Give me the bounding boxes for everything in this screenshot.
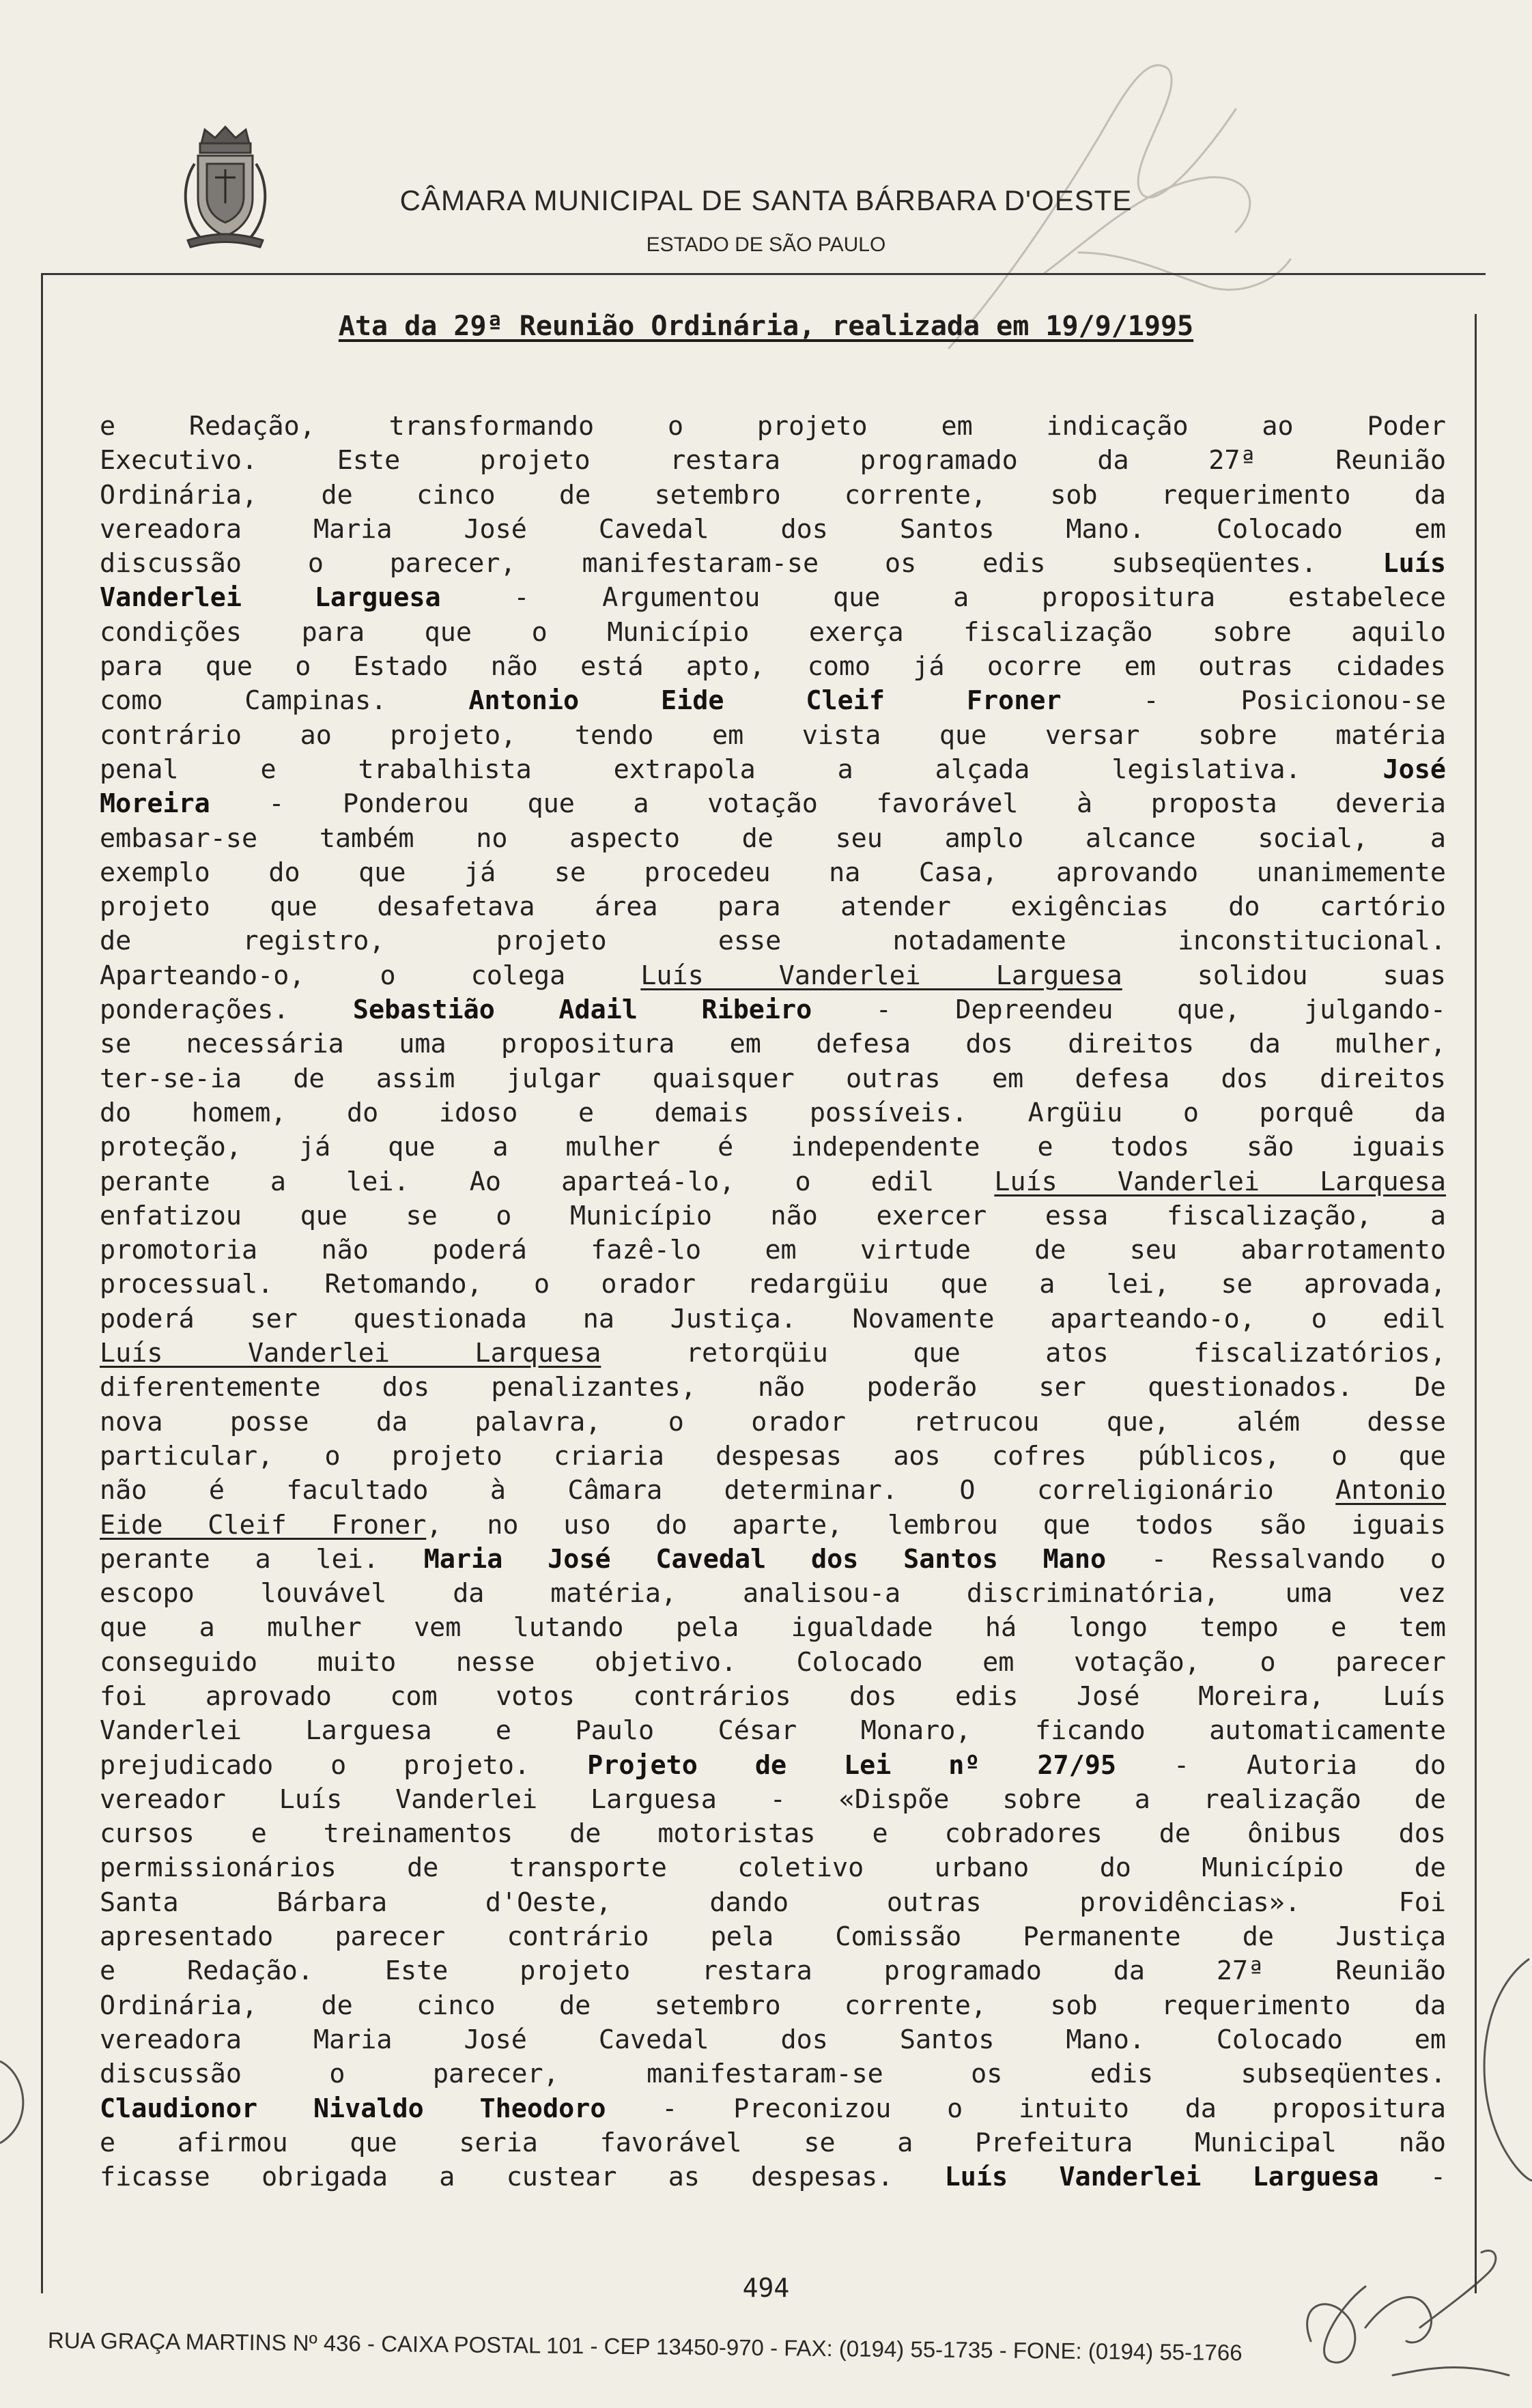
text-run: condições para que o Município exerça fiscalização sobre aquilo bbox=[100, 616, 1446, 648]
text-run: Ordinária, de cinco de setembro corrente, sob requerimento da bbox=[100, 1990, 1446, 2021]
text-run: promotoria não poderá fazê-lo em virtude de seu abarrotamento bbox=[100, 1235, 1446, 1266]
text-line bbox=[100, 2160, 1446, 2194]
text-line bbox=[100, 1886, 1446, 1920]
text-run: discussão o parecer, manifestaram-se os edis subseqüentes. bbox=[100, 2059, 1446, 2090]
institution-name: CÂMARA MUNICIPAL DE SANTA BÁRBARA D'OESTE bbox=[399, 184, 1133, 216]
text-line bbox=[100, 2092, 1446, 2126]
text-line bbox=[100, 1371, 1446, 1405]
state-name: ESTADO DE SÃO PAULO bbox=[646, 233, 886, 256]
underlined-name-run: Antonio bbox=[1335, 1475, 1446, 1506]
text-run: penal e trabalhista extrapola a alçada legislativa. bbox=[100, 754, 1383, 785]
text-run: - Autoria do bbox=[1116, 1749, 1446, 1781]
text-run: - Preconizou o intuito da propositura bbox=[606, 2093, 1446, 2124]
text-run: conseguido muito nesse objetivo. Colocado em votação, o parecer bbox=[100, 1646, 1446, 1678]
right-margin-line bbox=[1475, 314, 1477, 2293]
text-run: enfatizou que se o Município não exercer essa fiscalização, a bbox=[100, 1200, 1446, 1231]
text-run: ter-se-ia de assim julgar quaisquer outras em defesa dos direitos bbox=[100, 1063, 1446, 1094]
text-line bbox=[100, 1749, 1446, 1783]
text-run: vereadora Maria José Cavedal dos Santos Mano. Colocado em bbox=[100, 2024, 1446, 2055]
text-line bbox=[100, 1817, 1446, 1851]
text-line bbox=[100, 444, 1446, 478]
text-run: - Ressalvando o bbox=[1106, 1543, 1446, 1575]
underlined-name-run: Luís Vanderlei Larquesa bbox=[100, 1338, 601, 1369]
bold-name-run: Antonio Eide Cleif Froner bbox=[468, 685, 1062, 717]
text-line bbox=[100, 1851, 1446, 1885]
text-run: proteção, já que a mulher é independente e todos são iguais bbox=[100, 1132, 1446, 1163]
text-line bbox=[100, 856, 1446, 890]
text-run: de registro, projeto esse notadamente inconstitucional. bbox=[100, 926, 1446, 957]
text-run: particular, o projeto criaria despesas aos cofres públicos, o que bbox=[100, 1440, 1446, 1472]
text-line bbox=[100, 1130, 1446, 1164]
text-run: projeto que desafetava área para atender exigências do cartório bbox=[100, 891, 1446, 923]
text-line bbox=[100, 1989, 1446, 2023]
text-run: que a mulher vem lutando pela igualdade há longo tempo e tem bbox=[100, 1612, 1446, 1644]
bold-name-run: Luís bbox=[1382, 548, 1446, 579]
text-run: - Argumentou que a propositura estabelece bbox=[440, 582, 1446, 614]
text-line bbox=[100, 719, 1446, 753]
bold-name-run: José bbox=[1382, 754, 1446, 785]
bold-name-run: Luís Vanderlei Larguesa bbox=[944, 2162, 1379, 2193]
text-line bbox=[100, 2057, 1446, 2091]
text-line bbox=[100, 1954, 1446, 1988]
text-line bbox=[100, 1646, 1446, 1680]
text-run: perante a lei. bbox=[100, 1543, 424, 1575]
text-run: se necessária uma propositura em defesa dos direitos da mulher, bbox=[100, 1029, 1446, 1060]
bold-name-run: Projeto de Lei nº 27/95 bbox=[587, 1749, 1117, 1781]
text-line bbox=[100, 787, 1446, 821]
text-line bbox=[100, 1508, 1446, 1543]
text-line bbox=[100, 959, 1446, 993]
underlined-name-run: Eide Cleif Froner bbox=[100, 1509, 427, 1540]
text-line bbox=[100, 581, 1446, 615]
text-line bbox=[100, 822, 1446, 856]
text-run: Aparteando-o, o colega bbox=[100, 960, 641, 991]
text-line bbox=[100, 650, 1446, 684]
text-line bbox=[100, 1233, 1446, 1267]
text-line bbox=[100, 2023, 1446, 2057]
bold-name-run: Sebastião Adail Ribeiro bbox=[352, 994, 812, 1026]
text-run: discussão o parecer, manifestaram-se os edis subseqüentes. bbox=[100, 548, 1383, 579]
left-margin-line bbox=[41, 273, 43, 2293]
text-run: poderá ser questionada na Justiça. Novamente aparteando-o, o edil bbox=[100, 1303, 1446, 1334]
text-line bbox=[100, 1439, 1446, 1474]
text-line bbox=[100, 1027, 1446, 1061]
text-run: , no uso do aparte, lembrou que todos são iguais bbox=[426, 1509, 1446, 1540]
bold-name-run: Claudionor Nivaldo Theodoro bbox=[100, 2093, 606, 2124]
text-line bbox=[100, 924, 1446, 958]
text-run: diferentemente dos penalizantes, não poderão ser questionados. De bbox=[100, 1372, 1446, 1403]
text-run: perante a lei. Ao aparteá-lo, o edil bbox=[100, 1166, 995, 1197]
text-run: Ordinária, de cinco de setembro corrente, sob requerimento da bbox=[100, 479, 1446, 511]
text-line bbox=[100, 1474, 1446, 1508]
text-line bbox=[100, 684, 1446, 718]
header-divider bbox=[41, 273, 1486, 275]
text-run: - bbox=[1378, 2162, 1446, 2193]
text-line bbox=[100, 1096, 1446, 1130]
text-run: como Campinas. bbox=[100, 685, 469, 717]
text-run: nova posse da palavra, o orador retrucou que, além desse bbox=[100, 1406, 1446, 1437]
text-run: e afirmou que seria favorável se a Prefeitura Municipal não bbox=[100, 2127, 1446, 2158]
minutes-heading: Ata da 29ª Reunião Ordinária, realizada em 19/9/1995 bbox=[338, 311, 1194, 342]
text-line bbox=[100, 478, 1446, 513]
text-line bbox=[100, 1302, 1446, 1336]
text-line bbox=[100, 1714, 1446, 1748]
text-run: foi aprovado com votos contrários dos edis José Moreira, Luís bbox=[100, 1680, 1446, 1712]
text-line bbox=[100, 513, 1446, 547]
text-run: prejudicado o projeto. bbox=[100, 1749, 588, 1781]
text-line bbox=[100, 1199, 1446, 1233]
text-line bbox=[100, 616, 1446, 650]
text-run: para que o Estado não está apto, como já ocorre em outras cidades bbox=[100, 651, 1446, 683]
text-line bbox=[100, 410, 1446, 444]
text-line bbox=[100, 1405, 1446, 1439]
text-line bbox=[100, 1680, 1446, 1714]
text-run: - Ponderou que a votação favorável à proposta deveria bbox=[210, 788, 1446, 820]
text-run: apresentado parecer contrário pela Comissão Permanente de Justiça bbox=[100, 1921, 1446, 1953]
text-run: contrário ao projeto, tendo em vista que versar sobre matéria bbox=[100, 719, 1446, 751]
text-run: - Posicionou-se bbox=[1061, 685, 1446, 717]
text-run: Vanderlei Larguesa e Paulo César Monaro, ficando automaticamente bbox=[100, 1715, 1446, 1747]
text-line bbox=[100, 547, 1446, 581]
text-run: vereador Luís Vanderlei Larguesa - «Dispõe sobre a realização de bbox=[100, 1783, 1446, 1815]
text-line bbox=[100, 1783, 1446, 1817]
text-run: Executivo. Este projeto restara programado da 27ª Reunião bbox=[100, 445, 1446, 476]
text-run: ficasse obrigada a custear as despesas. bbox=[100, 2162, 945, 2193]
page-number: 494 bbox=[742, 2273, 790, 2303]
text-line bbox=[100, 753, 1446, 787]
page-edge-arc bbox=[1468, 1952, 1532, 2184]
text-line bbox=[100, 890, 1446, 924]
text-line bbox=[100, 2126, 1446, 2160]
underlined-name-run: Luís Vanderlei Larguesa bbox=[640, 960, 1122, 991]
text-line bbox=[100, 1920, 1446, 1954]
text-line bbox=[100, 1611, 1446, 1645]
text-line bbox=[100, 993, 1446, 1027]
bold-name-run: Maria José Cavedal dos Santos Mano bbox=[423, 1543, 1107, 1575]
text-run: cursos e treinamentos de motoristas e cobradores de ônibus dos bbox=[100, 1818, 1446, 1850]
text-run: retorqüiu que atos fiscalizatórios, bbox=[601, 1338, 1446, 1369]
text-run: processual. Retomando, o orador redargüiu que a lei, se aprovada, bbox=[100, 1269, 1446, 1300]
footer-address: RUA GRAÇA MARTINS Nº 436 - CAIXA POSTAL 101 - CEP 13450-970 - FAX: (0194) 55-1735 - FONE: (0194) 55-1766 bbox=[47, 2327, 1243, 2366]
text-run: ponderações. bbox=[100, 994, 353, 1026]
text-line bbox=[100, 1577, 1446, 1611]
text-run: não é facultado à Câmara determinar. O correligionário bbox=[100, 1475, 1336, 1506]
text-run: vereadora Maria José Cavedal dos Santos Mano. Colocado em bbox=[100, 513, 1446, 545]
underlined-name-run: Luís Vanderlei Larquesa bbox=[994, 1166, 1446, 1197]
text-run: do homem, do idoso e demais possíveis. Argüiu o porquê da bbox=[100, 1097, 1446, 1128]
text-run: solidou suas bbox=[1122, 960, 1446, 991]
text-run: - Depreendeu que, julgando- bbox=[812, 994, 1446, 1026]
text-line bbox=[100, 1165, 1446, 1199]
page-edge-arc-left bbox=[0, 2048, 41, 2157]
text-run: e Redação. Este projeto restara programado da 27ª Reunião bbox=[100, 1955, 1446, 1987]
text-run: exemplo do que já se procedeu na Casa, aprovando unanimemente bbox=[100, 857, 1446, 888]
text-run: embasar-se também no aspecto de seu amplo alcance social, a bbox=[100, 822, 1446, 854]
text-line bbox=[100, 1267, 1446, 1302]
bold-name-run: Vanderlei Larguesa bbox=[100, 582, 441, 614]
bold-name-run: Moreira bbox=[100, 788, 210, 820]
text-run: e Redação, transformando o projeto em indicação ao Poder bbox=[100, 411, 1446, 442]
text-line bbox=[100, 1062, 1446, 1096]
text-line bbox=[100, 1336, 1446, 1371]
text-run: permissionários de transporte coletivo urbano do Município de bbox=[100, 1852, 1446, 1884]
minutes-body bbox=[100, 410, 1446, 2194]
text-line bbox=[100, 1543, 1446, 1577]
text-run: escopo louvável da matéria, analisou-a discriminatória, uma vez bbox=[100, 1578, 1446, 1609]
text-run: Santa Bárbara d'Oeste, dando outras providências». Foi bbox=[100, 1887, 1446, 1918]
